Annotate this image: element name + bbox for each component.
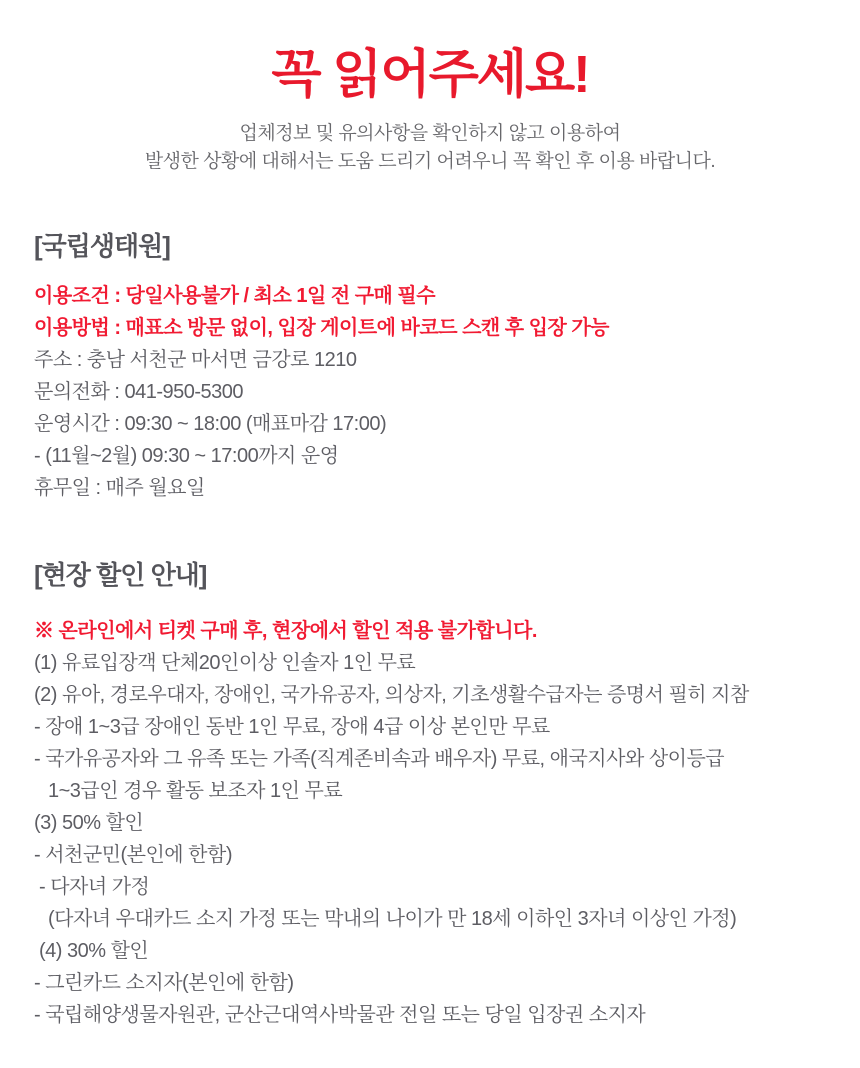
venue-info-line: 휴무일 : 매주 월요일 — [34, 477, 205, 499]
venue-section-heading: [국립생태원] — [34, 231, 170, 261]
discount-info-line: (3) 50% 할인 — [34, 812, 144, 834]
venue-section — [0, 228, 860, 504]
discount-info-list — [34, 615, 840, 1031]
discount-info-line: (1) 유료입장객 단체20인이상 인솔자 1인 무료 — [34, 652, 416, 674]
discount-info-line: - 서천군민(본인에 한함) — [34, 844, 232, 866]
discount-info-line: (다자녀 우대카드 소지 가정 또는 막내의 나이가 만 18세 이하인 3자녀 이상인 가정) — [48, 908, 737, 930]
discount-info-line: - 그린카드 소지자(본인에 한함) — [34, 972, 294, 994]
venue-info-line: 이용조건 : 당일사용불가 / 최소 1일 전 구매 필수 — [34, 285, 436, 307]
discount-info-line: - 국립해양생물자원관, 군산근대역사박물관 전일 또는 당일 입장권 소지자 — [34, 1004, 646, 1026]
discount-section — [0, 557, 860, 1031]
venue-info-line: - (11월~2월) 09:30 ~ 17:00까지 운영 — [34, 445, 339, 467]
venue-info-line: 문의전화 : 041-950-5300 — [34, 381, 244, 403]
discount-info-line: (4) 30% 할인 — [39, 940, 149, 962]
venue-info-line: 주소 : 충남 서천군 마서면 금강로 1210 — [34, 349, 357, 371]
venue-info-line: 이용방법 : 매표소 방문 없이, 입장 게이트에 바코드 스캔 후 입장 가능 — [34, 317, 609, 339]
discount-info-line: (2) 유아, 경로우대자, 장애인, 국가유공자, 의상자, 기초생활수급자는 증명서 필히 지참 — [34, 684, 749, 706]
discount-info-line: 1~3급인 경우 활동 보조자 1인 무료 — [48, 780, 343, 802]
venue-info-list — [34, 280, 840, 504]
discount-notice: ※ 온라인에서 티켓 구매 후, 현장에서 할인 적용 불가합니다. — [34, 620, 537, 642]
discount-info-line: - 국가유공자와 그 유족 또는 가족(직계존비속과 배우자) 무료, 애국지사와 상이등급 — [34, 748, 725, 770]
subtitle-line-2: 발생한 상황에 대해서는 도움 드리기 어려우니 꼭 확인 후 이용 바랍니다. — [144, 150, 716, 172]
discount-info-line: - 장애 1~3급 장애인 동반 1인 무료, 장애 4급 이상 본인만 무료 — [34, 716, 550, 738]
subtitle-line-1: 업체정보 및 유의사항을 확인하지 않고 이용하여 — [239, 123, 621, 144]
discount-info-line: - 다자녀 가정 — [39, 876, 150, 898]
page-subtitle — [0, 120, 860, 175]
discount-section-heading: [현장 할인 안내] — [34, 560, 207, 590]
page-title: 꼭 읽어주세요! — [271, 46, 589, 104]
venue-info-line: 운영시간 : 09:30 ~ 18:00 (매표마감 17:00) — [34, 413, 387, 435]
